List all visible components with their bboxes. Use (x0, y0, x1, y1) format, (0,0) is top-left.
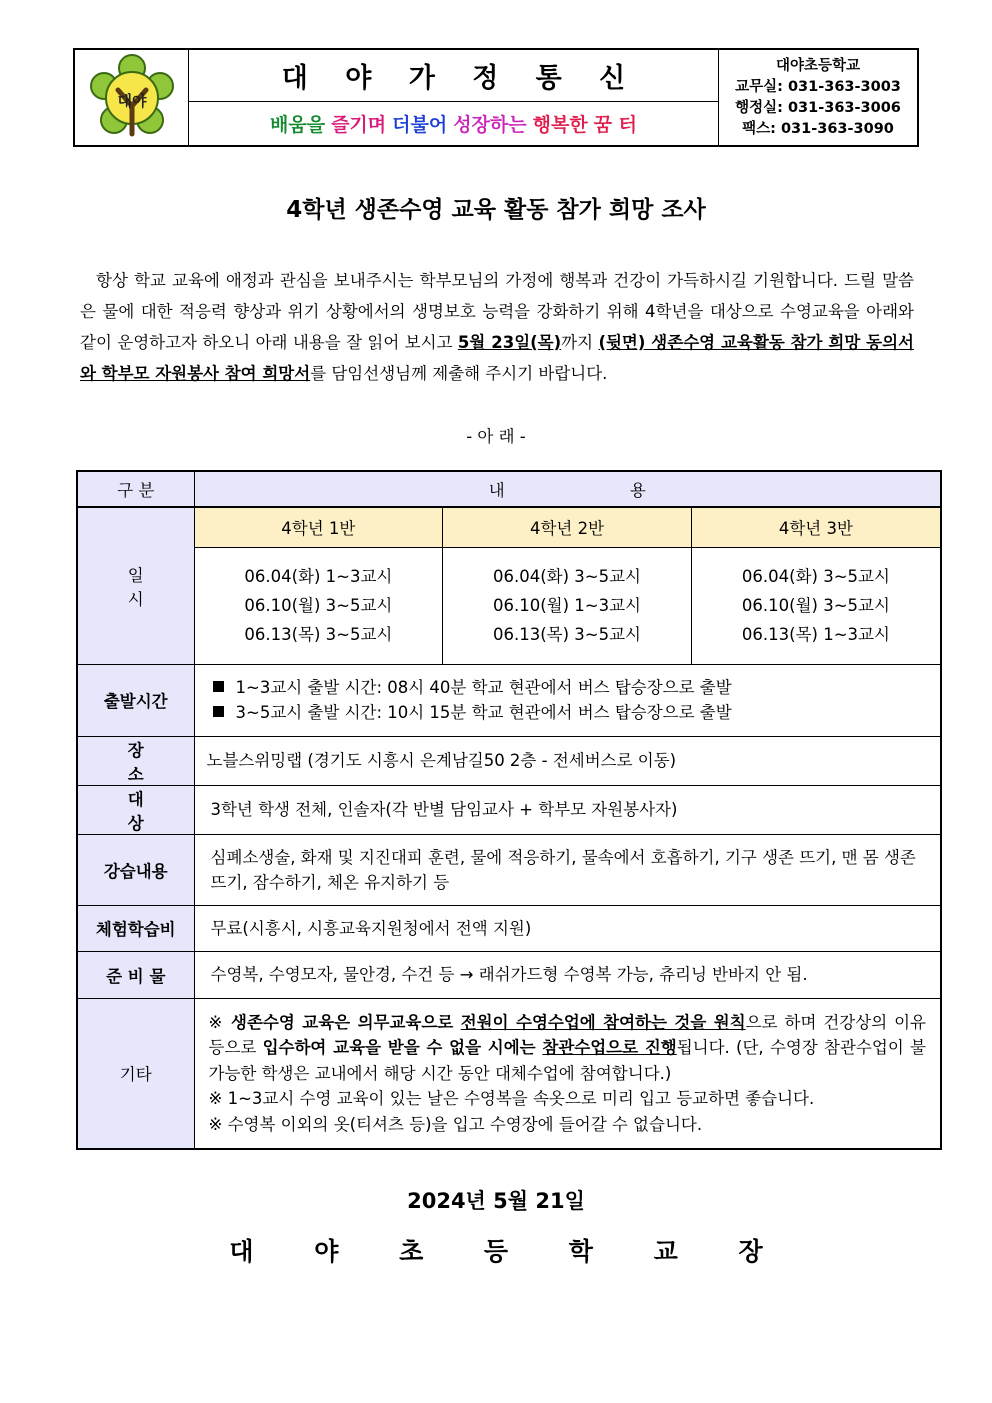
etc-label: 기타 (77, 998, 194, 1149)
header-category: 구 분 (77, 471, 194, 507)
class-3-schedule: 06.04(화) 3~5교시 06.10(월) 3~5교시 06.13(목) 1~3교시 (691, 547, 941, 664)
fee-label: 체험학습비 (77, 905, 194, 951)
bullet-square-icon (213, 706, 224, 717)
school-logo (75, 50, 189, 145)
course-label: 강습내용 (77, 834, 194, 905)
class-2-header: 4학년 2반 (443, 507, 692, 547)
course-content: 심폐소생술, 화재 및 지진대피 훈련, 물에 적응하기, 물속에서 호흡하기, 기구 생존 뜨기, 맨 몸 생존 뜨기, 잠수하기, 체온 유지하기 등 (194, 834, 941, 905)
school-contact (719, 50, 917, 145)
schedule-row (77, 547, 941, 664)
required-forms: (뒷면) 생존수영 교육활동 참가 희망 동의서와 학부모 자원봉사 참여 희망서 (80, 333, 914, 383)
departure-content: 1~3교시 출발 시간: 08시 40분 학교 현관에서 버스 탑승장으로 출발 3~5교시 출발 시간: 10시 15분 학교 현관에서 버스 탑승장으로 출발 (194, 664, 941, 736)
prep-label: 준 비 물 (77, 951, 194, 998)
table-header-row (77, 471, 941, 507)
etc-note-2: ※ 1~3교시 수영 교육이 있는 날은 수영복을 속옷으로 미리 입고 등교하면 좋습니다. (208, 1089, 815, 1108)
svg-text:대야: 대야 (117, 91, 146, 110)
departure-label: 출발시간 (77, 664, 194, 736)
departure-row (77, 664, 941, 736)
target-content: 3학년 학생 전체, 인솔자(각 반별 담임교사 + 학부모 자원봉사자) (194, 785, 941, 834)
document-title: 4학년 생존수영 교육 활동 참가 희망 조사 (286, 197, 706, 223)
section-marker: - 아 래 - (466, 427, 526, 446)
school-motto: 배움을 즐기며 더불어 성장하는 행복한 꿈 터 (270, 114, 637, 136)
phone-admin: 행정실: 031-363-3006 (735, 99, 901, 116)
target-label: 대 상 (77, 785, 194, 834)
principal-signature: 대 야 초 등 학 교 장 (229, 1237, 789, 1266)
fee-row (77, 905, 941, 951)
class-1-schedule: 06.04(화) 1~3교시 06.10(월) 3~5교시 06.13(목) 3~5교시 (194, 547, 443, 664)
place-content: 노블스위밍랩 (경기도 시흥시 은계남길50 2층 - 전세버스로 이동) (194, 736, 941, 785)
etc-row (77, 998, 941, 1149)
place-row (77, 736, 941, 785)
target-row (77, 785, 941, 834)
newsletter-header (73, 48, 919, 147)
etc-note-1: ※ 생존수영 교육은 의무교육으로 전원이 수영수업에 참여하는 것을 원칙으로 하며 건강상의 이유 등으로 입수하여 교육을 받을 수 없을 시에는 참관수업으로 진행됩니다. (단, 수영장 참관수업이 불가능한 학생은 교내에서 해당 시간 동안 대체수업에 참여합니다.) (208, 1012, 926, 1083)
fax-number: 팩스: 031-363-3090 (742, 120, 894, 137)
deadline: 5월 23일(목) (457, 333, 562, 352)
newsletter-title: 대 야 가 정 통 신 (189, 50, 718, 102)
fee-content: 무료(시흥시, 시흥교육지원청에서 전액 지원) (194, 905, 941, 951)
class-2-schedule: 06.04(화) 3~5교시 06.10(월) 1~3교시 06.13(목) 3~5교시 (443, 547, 692, 664)
class-header-row (77, 507, 941, 547)
school-emblem-icon (86, 54, 178, 142)
prep-content: 수영복, 수영모자, 물안경, 수건 등 → 래쉬가드형 수영복 가능, 츄리닝 반바지 안 됨. (194, 951, 941, 998)
course-row (77, 834, 941, 905)
class-1-header: 4학년 1반 (194, 507, 443, 547)
prep-row (77, 951, 941, 998)
phone-office: 교무실: 031-363-3003 (735, 78, 901, 95)
school-name: 대야초등학교 (775, 57, 861, 74)
program-table (76, 470, 942, 1150)
class-3-header: 4학년 3반 (691, 507, 941, 547)
header-content: 내 용 (194, 471, 941, 507)
bullet-square-icon (213, 681, 224, 692)
intro-paragraph: 항상 학교 교육에 애정과 관심을 보내주시는 학부모님의 가정에 행복과 건강이 가득하시길 기원합니다. 드릴 말씀은 물에 대한 적응력 향상과 위기 상황에서의 생명보호 능력을 강화하기 위해 4학년을 대상으로 수영교육을 아래와 같이 운영하고자 하오니 아래 내용을 잘 읽어 보시고 5월 23일(목)까지 (뒷면) 생존수영 교육활동 참가 희망 동의서와 학부모 자원봉사 참여 희망서를 담임선생님께 제출해 주시기 바랍니다. (80, 271, 914, 383)
issue-date: 2024년 5월 21일 (407, 1189, 585, 1213)
etc-note-3: ※ 수영복 이외의 옷(티셔츠 등)을 입고 수영장에 들어갈 수 없습니다. (208, 1114, 703, 1134)
place-label: 장 소 (77, 736, 194, 785)
schedule-label: 일 시 (77, 507, 194, 664)
etc-content (194, 998, 941, 1149)
